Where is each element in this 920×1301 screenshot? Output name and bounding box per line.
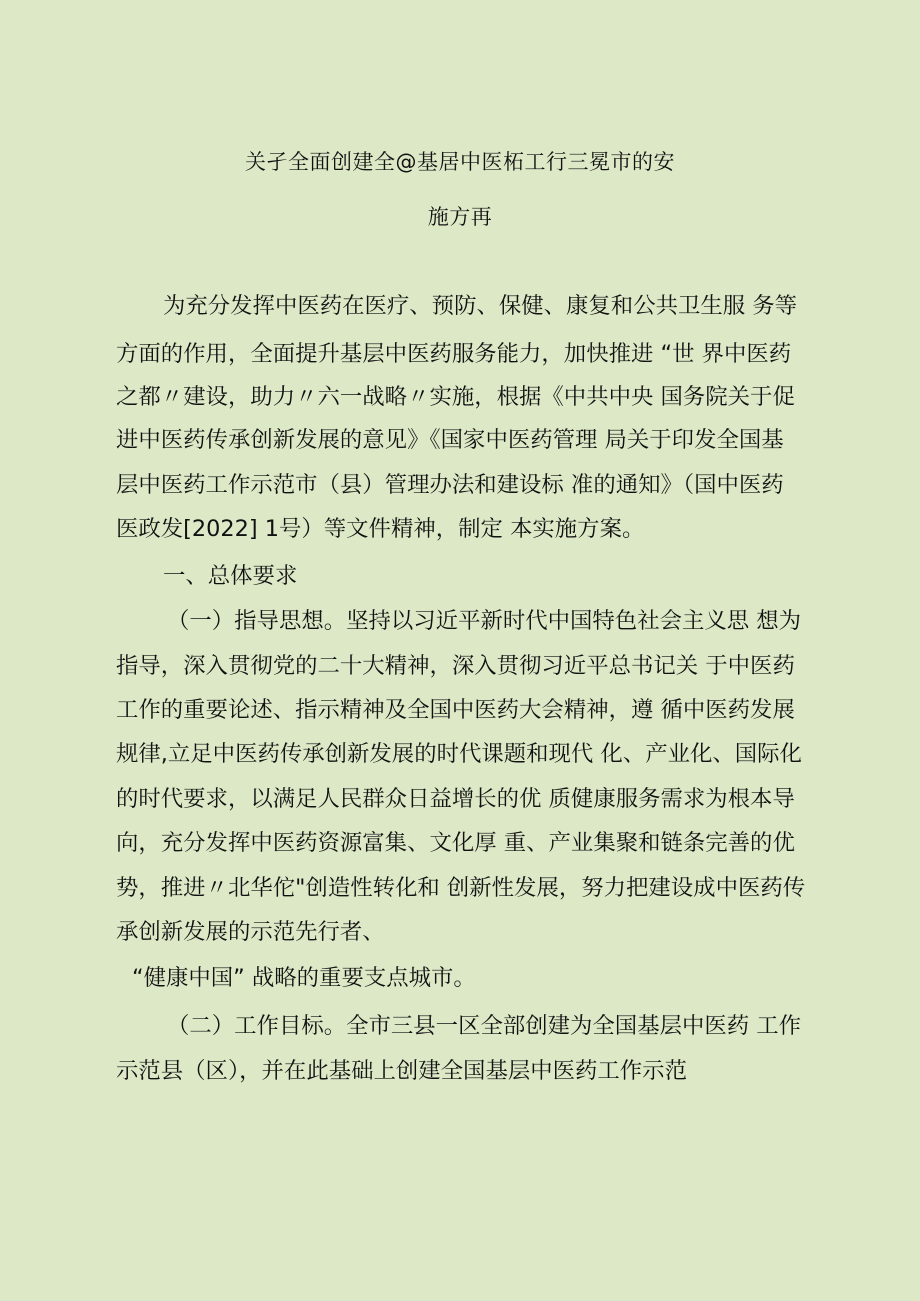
body-line-10: 规律,立足中医药传承创新发展的时代课题和现代 化、产业化、国际化 — [116, 741, 802, 767]
body-line-15: “健康中国” 战略的重要支点城市。 — [132, 965, 476, 991]
body-line-6: 医政发[2022] 1号）等文件精神，制定 本实施方案。 — [116, 516, 645, 542]
section-heading: 一、总体要求 — [163, 563, 298, 589]
body-line-1: 为充分发挥中医药在医疗、预防、保健、康复和公共卫生服 务等 — [163, 293, 798, 319]
body-line-16: （二）工作目标。全市三县一区全部创建为全国基层中医药 工作 — [167, 1013, 802, 1039]
body-line-4: 进中医药传承创新发展的意见》《国家中医药管理 局关于印发全国基 — [116, 427, 784, 453]
body-line-5: 层中医药工作示范市（县）管理办法和建设标 准的通知》（国中医药 — [116, 472, 784, 498]
body-line-8: 指导，深入贯彻党的二十大精神，深入贯彻习近平总书记关 于中医药 — [116, 653, 795, 679]
body-line-3: 之都〃建设，助力〃六一战略〃实施，根据《中共中央 国务院关于促 — [116, 384, 795, 410]
body-line-14: 承创新发展的示范先行者、 — [116, 919, 385, 945]
body-line-11: 的时代要求，以满足人民群众日益增长的优 质健康服务需求为根本导 — [116, 786, 795, 812]
document-title-line-1: 关孑全面创建全@基居中医柘工行三冕市的安 — [245, 150, 675, 174]
document-title-line-2: 施方再 — [427, 205, 493, 229]
body-line-9: 工作的重要论述、指示精神及全国中医药大会精神，遵 循中医药发展 — [116, 697, 795, 723]
body-line-17: 示范县（区），并在此基础上创建全国基层中医药工作示范 — [116, 1058, 687, 1084]
body-line-7: （一）指导思想。坚持以习近平新时代中国特色社会主义思 想为 — [167, 608, 802, 634]
body-line-2: 方面的作用，全面提升基层中医药服务能力，加快推进 “世 界中医药 — [116, 341, 792, 367]
body-line-13: 势，推进〃北华佗"创造性转化和 创新性发展，努力把建设成中医药传 — [116, 875, 806, 901]
body-line-12: 向，充分发挥中医药资源富集、文化厚 重、产业集聚和链条完善的优 — [116, 830, 795, 856]
